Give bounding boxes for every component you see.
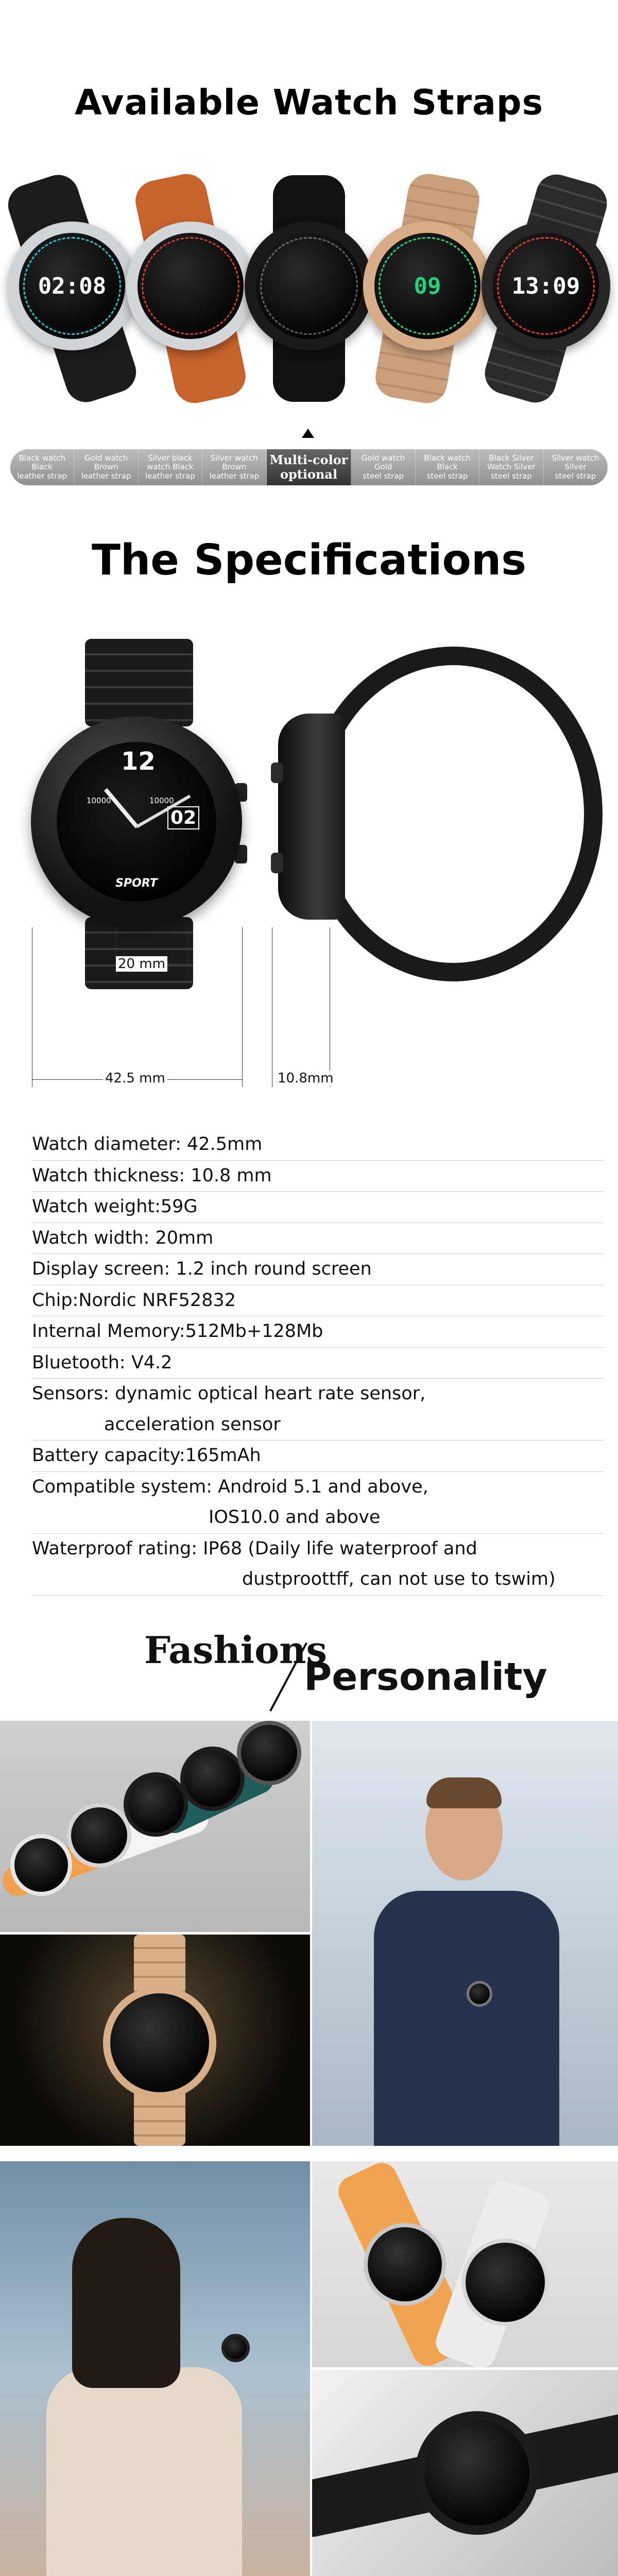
spec-text-continued: acceleration sensor: [104, 1414, 281, 1435]
spec-row: [32, 1161, 604, 1192]
spec-row: [32, 1440, 604, 1472]
watch-photo: [467, 1981, 492, 2007]
watch-gold-steel: [360, 175, 494, 402]
diameter-label: 42.5 mm: [103, 1071, 167, 1086]
spec-row: [32, 1348, 604, 1379]
strap-option[interactable]: Black watch Black leather strap: [10, 449, 74, 485]
strap-option[interactable]: Gold watch Brown leather strap: [74, 449, 138, 485]
subdial-left: 10000: [87, 796, 111, 805]
fashion-title-right: Personality: [304, 1655, 547, 1699]
date-window: 02: [167, 806, 199, 829]
person-hair: [72, 2218, 180, 2388]
specs-list: [32, 1129, 604, 1596]
watch-dial-ring: [142, 237, 239, 335]
spec-row: [32, 1472, 604, 1534]
dial-number-12: 12: [121, 747, 156, 776]
spec-row: [32, 1129, 604, 1161]
spec-text: Chip:Nordic NRF52832: [32, 1290, 236, 1311]
spec-row: [32, 1223, 604, 1255]
photo-watch-lineup: [0, 1721, 310, 1932]
strap-watches-row: [0, 175, 618, 402]
spec-row: [32, 1254, 604, 1285]
selected-pointer-icon: [302, 429, 314, 438]
brand-label: SPORT: [115, 877, 158, 890]
photo-woman-wearing-watch: [0, 2161, 310, 2576]
watch-face: [374, 233, 480, 339]
watch-photo: [124, 1772, 188, 1837]
watch-dial: [57, 742, 216, 902]
spec-text: Display screen: 1.2 inch round screen: [32, 1259, 372, 1279]
photo-orange-white-watches: [312, 2161, 618, 2367]
strap-option[interactable]: Black Silver Watch Silver steel strap: [479, 449, 543, 485]
watch-case: [8, 222, 136, 350]
strap-option[interactable]: Silver watch Silver steel strap: [544, 449, 608, 485]
watch-time: 02:08: [38, 273, 107, 299]
watch-face: [256, 233, 362, 339]
watch-photo: [237, 1721, 301, 1785]
spec-text: Battery capacity:165mAh: [32, 1445, 261, 1466]
watch-case-front: [31, 716, 242, 927]
spec-row: [32, 1285, 604, 1317]
person-hair: [426, 1777, 502, 1808]
bracelet-top: [85, 639, 193, 726]
spec-text: Bluetooth: V4.2: [32, 1352, 173, 1373]
watch-time: 13:09: [511, 273, 580, 299]
thickness-label: 10.8mm: [276, 1071, 336, 1086]
spec-text: Internal Memory:512Mb+128Mb: [32, 1321, 323, 1342]
watch-photo: [103, 1986, 216, 2099]
band-width-label: 20 mm: [116, 956, 167, 972]
fashion-title-left: Fashions: [144, 1628, 327, 1672]
watch-photo: [180, 1747, 245, 1811]
hour-hand: [104, 788, 139, 828]
strap-options-bar: [10, 449, 608, 485]
strap-option[interactable]: Silver watch Brown leather strap: [202, 449, 266, 485]
spec-row: [32, 1379, 604, 1440]
watch-dial-ring: [260, 237, 358, 335]
watch-case: [126, 222, 255, 350]
front-view-watch: [31, 639, 247, 989]
spec-text: Waterproof rating: IP68 (Daily life waterproof and: [32, 1538, 477, 1559]
watch-band-loop: [304, 647, 603, 981]
person-dress: [46, 2367, 242, 2576]
watch-photo: [67, 1803, 131, 1868]
spec-text-continued: dustproottff, can not use to tswim): [242, 1569, 556, 1589]
bracelet-bottom: [85, 917, 193, 989]
side-view-watch: [268, 641, 608, 992]
strap-option[interactable]: Gold watch Gold steel strap: [351, 449, 415, 485]
strap-option[interactable]: Silver black watch Black leather strap: [139, 449, 202, 485]
strap-option[interactable]: Black watch Black steel strap: [416, 449, 479, 485]
spec-row: [32, 1534, 604, 1596]
spec-text: Watch width: 20mm: [32, 1227, 214, 1248]
watch-photo: [461, 2239, 549, 2326]
spec-text: Compatible system: Android 5.1 and above,: [32, 1476, 428, 1497]
subdial-right: 10000: [149, 796, 174, 805]
spec-row: [32, 1316, 604, 1348]
watch-case: [363, 222, 492, 350]
watch-face: [19, 233, 125, 339]
photo-gold-watch: [0, 1935, 310, 2146]
fashion-title: [144, 1618, 547, 1716]
spec-row: [32, 1192, 604, 1223]
spec-text: Sensors: dynamic optical heart rate sensor,: [32, 1383, 426, 1404]
spec-text: Watch diameter: 42.5mm: [32, 1134, 263, 1155]
spec-text: Watch thickness: 10.8 mm: [32, 1165, 272, 1186]
side-button: [271, 762, 283, 783]
photo-black-watch-closeup: [312, 2370, 618, 2576]
dimension-line: [242, 927, 243, 1087]
straps-title: Available Watch Straps: [74, 82, 544, 123]
photo-man-wearing-watch: [312, 1721, 618, 2146]
watch-photo: [364, 2223, 446, 2306]
watch-photo: [10, 1834, 72, 1896]
watch-case: [245, 222, 373, 350]
watch-case: [482, 222, 610, 350]
person-suit: [374, 1891, 559, 2146]
side-button: [271, 853, 283, 873]
watch-black-silver-leather: [242, 175, 376, 402]
watch-time: 09: [414, 273, 441, 299]
watch-black-leather: [5, 175, 139, 402]
watch-case-side: [278, 714, 345, 920]
watch-black-steel: [479, 175, 613, 402]
watch-face: [493, 233, 599, 339]
watch-brown-leather: [124, 175, 258, 402]
specs-title: The Specifications: [91, 536, 527, 585]
watch-photo: [415, 2411, 539, 2535]
spec-text: Watch weight:59G: [32, 1196, 198, 1217]
strap-option-selected[interactable]: Multi-color optional: [267, 449, 352, 485]
spec-text-continued: IOS10.0 and above: [209, 1507, 381, 1528]
watch-face: [138, 233, 244, 339]
watch-photo: [221, 2334, 250, 2362]
